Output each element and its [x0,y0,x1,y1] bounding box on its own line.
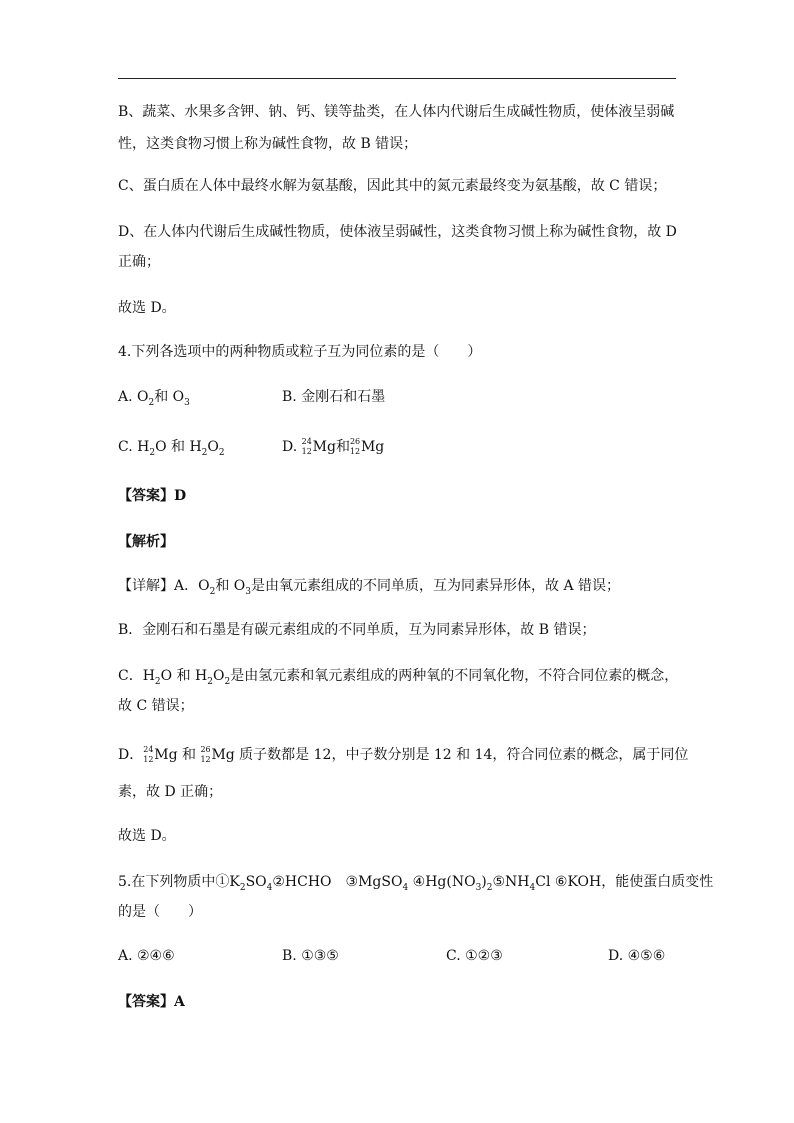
isotope-notation: 26 12 [349,437,361,456]
q4-option-c: C. $H_2O$ 和 $H_2O_2$ [118,439,225,458]
explanation-b-line1: B、蔬菜、水果多含钾、钠、钙、镁等盐类，在人体内代谢后生成碱性物质，使体液呈弱碱 [118,104,675,120]
q5-option-a: A. ②④⑥ [118,948,175,964]
q4-answer: 【答案】D [118,488,187,504]
q4-conclusion: 故选 D。 [118,828,176,844]
question-5-stem-line2: 的是（ ） [118,904,202,920]
q4-explanation-a: 【详解】A．$O_2$和 $O_3$是由氧元素组成的不同单质，互为同素异形体，故 A 错误； [118,578,621,597]
q4-explanation-c-line1: C．$H_2O$ 和 $H_2O_2$是由氢元素和氧元素组成的两种氧的不同氧化物，不符合同位素的概念， [118,668,679,687]
explanation-b-line2: 性，这类食物习惯上称为碱性食物，故 B 错误； [118,136,418,152]
q5-option-b: B. ①③⑤ [282,948,339,964]
q5-option-d: D. ④⑤⑥ [608,948,666,964]
q5-answer: 【答案】A [118,994,185,1010]
q4-explanation-d-line1: D． 24 12 Mg 和 26 12 Mg 质子数都是 12，中子数分别是 12 和 14，符合同位素的概念，属于同位 [118,745,689,764]
q5-option-c: C. ①②③ [446,948,503,964]
q4-option-a: A. $O_2$和 $O_3$ [118,389,190,408]
explanation-d-line1: D、在人体内代谢后生成碱性物质，使体液呈弱碱性，这类食物习惯上称为碱性食物，故 D [118,224,677,240]
question-5-stem-line1: 5.在下列物质中$①K_2SO_4②HCHO$ ③MgSO$_4$ $④Hg(NO_3)_2⑤NH_4Cl$ ⑥KOH，能使蛋白质变性 [118,874,714,893]
q4-analysis-heading: 【解析】 [118,534,174,550]
question-4-stem: 4.下列各选项中的两种物质或粒子互为同位素的是（ ） [118,344,482,360]
q4-explanation-d-line2: 素，故 D 正确； [118,784,223,800]
q4-option-b: B. 金刚石和石墨 [282,389,386,405]
explanation-c: C、蛋白质在人体中最终水解为氨基酸，因此其中的氮元素最终变为氨基酸，故 C 错误； [118,178,667,194]
isotope-notation: 26 12 [200,745,211,764]
isotope-notation: 24 12 [143,745,154,764]
header-rule [118,78,676,79]
q4-option-d: D. 24 12 Mg和 26 12 Mg [282,437,385,456]
explanation-d-line2: 正确； [118,254,160,270]
q4-explanation-b: B．金刚石和石墨是有碳元素组成的不同单质，互为同素异形体，故 B 错误； [118,622,596,638]
q4-explanation-c-line2: 故 C 错误； [118,698,194,714]
isotope-notation: 24 12 [301,437,312,456]
conclusion-q3: 故选 D。 [118,300,176,316]
